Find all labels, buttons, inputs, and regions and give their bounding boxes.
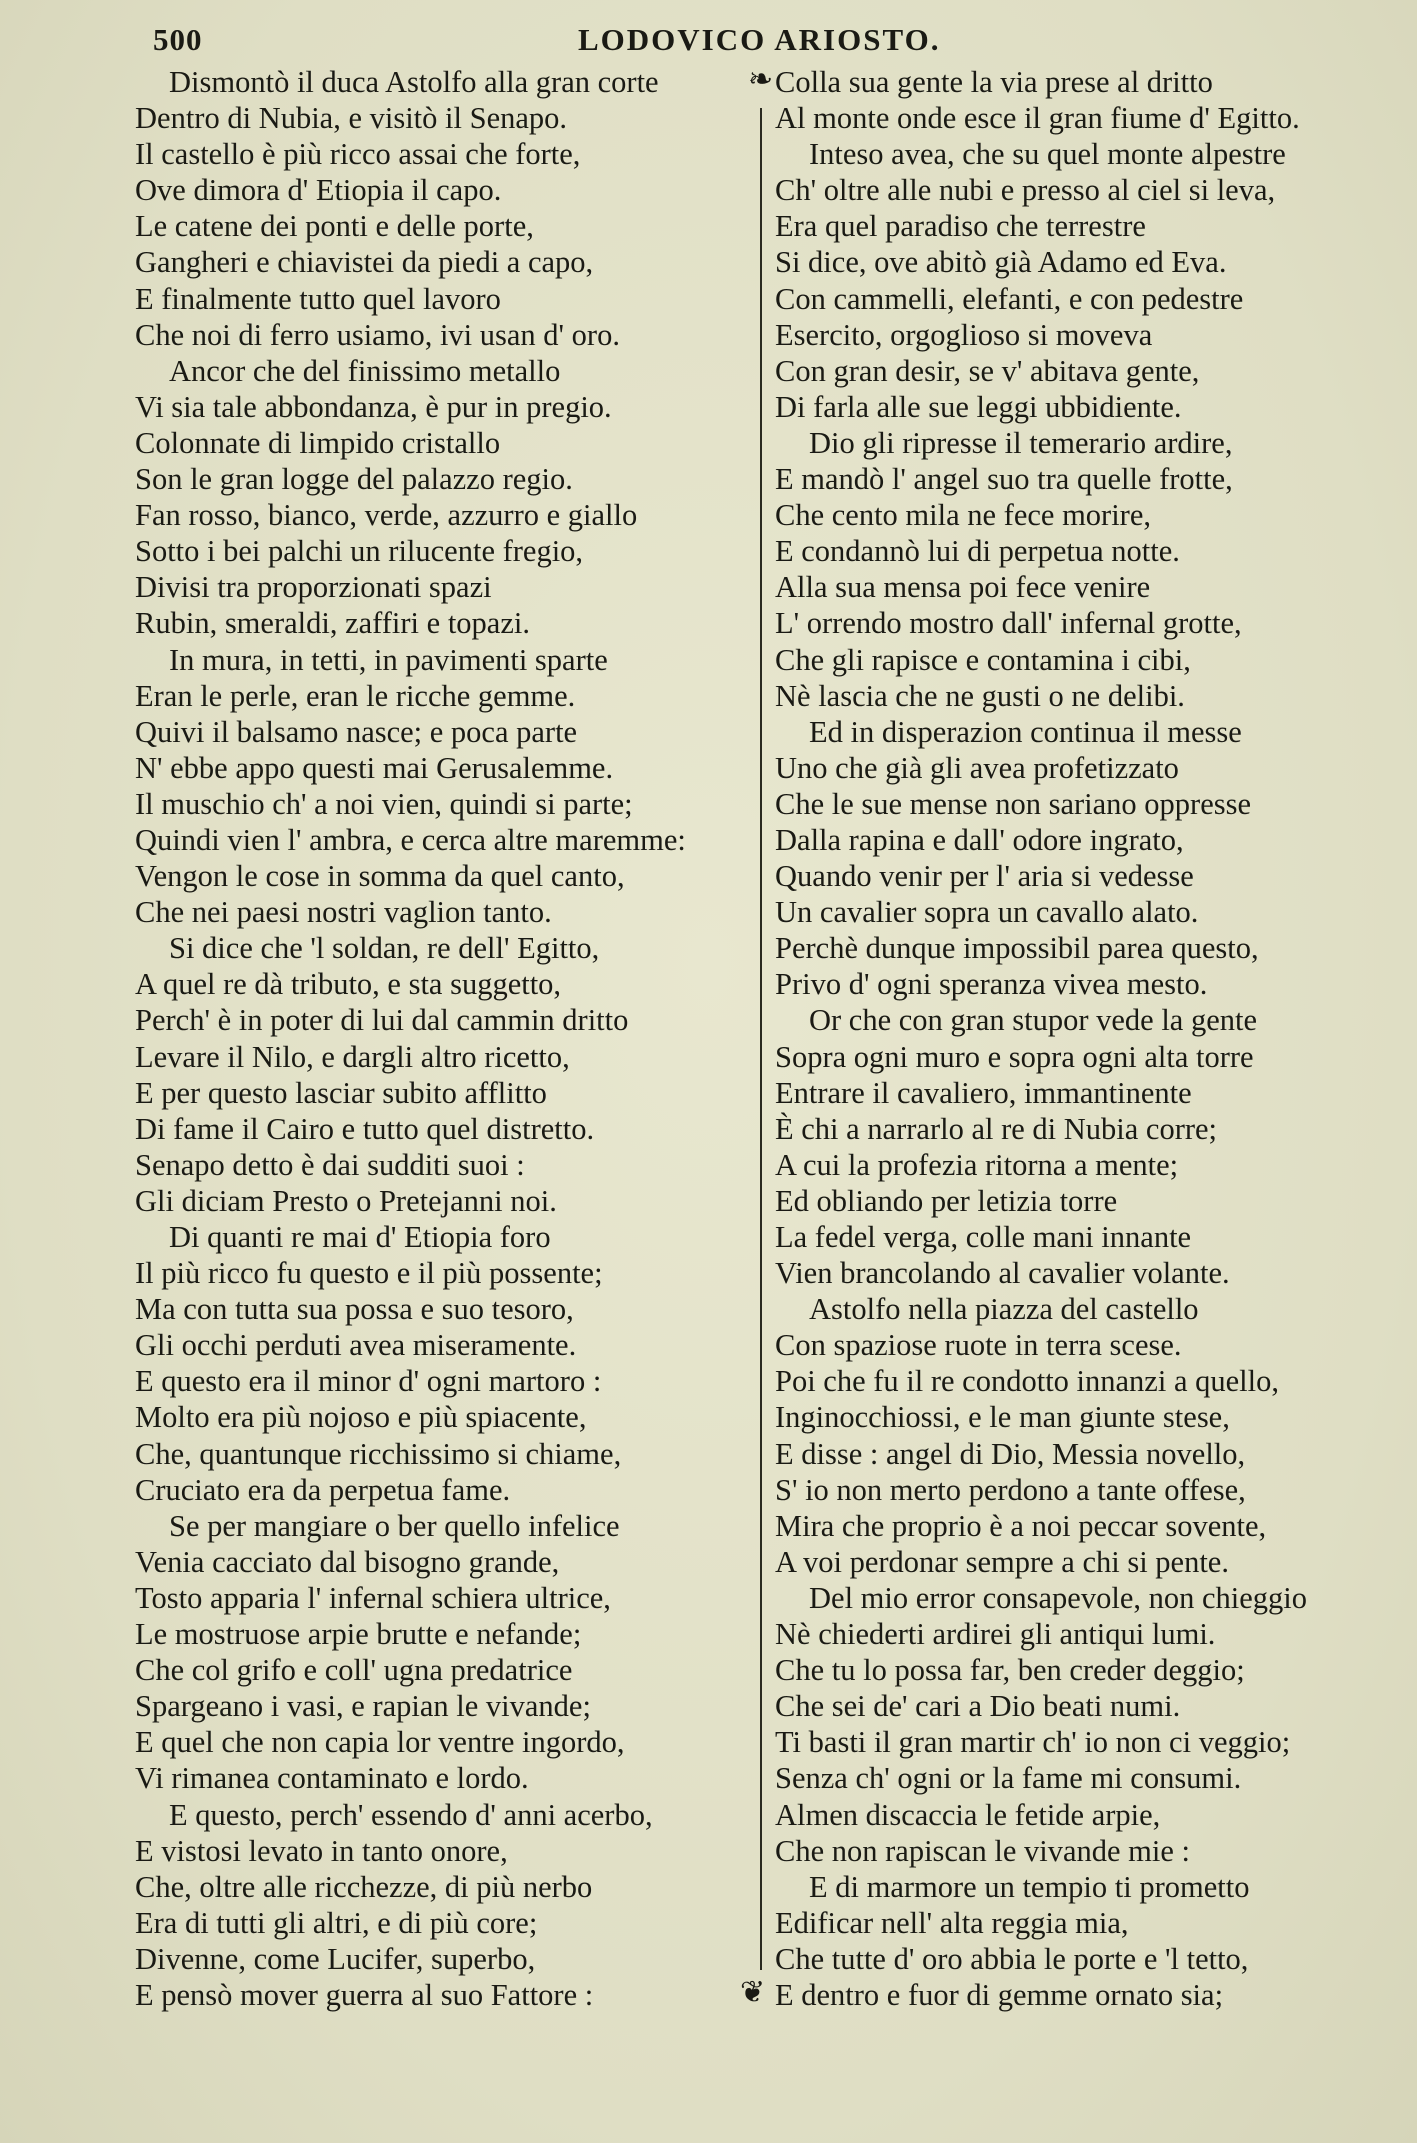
verse-line: Vi rimanea contaminato e lordo. [135,1761,529,1796]
verse-line: Ed in disperazion continua il messe [809,714,1242,749]
verse-line: Dismontò il duca Astolfo alla gran corte [169,65,659,99]
verse-line: Gangheri e chiavistei da piedi a capo, [135,245,594,280]
verse-line: Se per mangiare o ber quello infelice [169,1508,620,1543]
verse-line: Senapo detto è dai sudditi suoi : [135,1147,525,1182]
verse-line: Molto era più nojoso e più spiacente, [135,1400,587,1435]
verse-line: Si dice, ove abitò già Adamo ed Eva. [775,245,1227,280]
verse-line: Un cavalier sopra un cavallo alato. [775,895,1199,930]
verse-line: Ch' oltre alle nubi e presso al ciel si leva, [775,173,1276,208]
verse-line: E questo era il minor d' ogni martoro : [135,1364,602,1399]
verse-line: Privo d' ogni speranza vivea mesto. [775,967,1208,1002]
verse-line: Son le gran logge del palazzo regio. [135,462,573,497]
verse-line: E per questo lasciar subito afflitto [135,1075,547,1110]
verse-line: Tosto apparia l' infernal schiera ultrice, [135,1580,611,1615]
verse-line: Con gran desir, se v' abitava gente, [775,353,1200,388]
verse-line: Poi che fu il re condotto innanzi a quello, [775,1364,1279,1399]
verse-line: È chi a narrarlo al re di Nubia corre; [775,1111,1218,1146]
verse-line: Le mostruose arpie brutte e nefande; [135,1617,582,1652]
verse-line: Gli diciam Presto o Pretejanni noi. [135,1183,557,1218]
verse-line: Che non rapiscan le vivande mie : [775,1833,1191,1868]
page-number: 500 [153,22,203,57]
verse-line: N' ebbe appo questi mai Gerusalemme. [135,750,614,785]
verse-line: Vien brancolando al cavalier volante. [775,1256,1230,1291]
verse-line: E dentro e fuor di gemme ornato sia; [775,1977,1224,2012]
verse-line: Perchè dunque impossibil parea questo, [775,931,1259,966]
verse-line: E mandò l' angel suo tra quelle frotte, [775,462,1233,497]
right-verse-column [775,64,1415,2013]
verse-line: Che noi di ferro usiamo, ivi usan d' oro. [135,317,620,352]
verse-line: Il castello è più ricco assai che forte, [135,137,581,172]
verse-line: A voi perdonar sempre a chi si pente. [775,1544,1229,1579]
page-header [148,18,1288,64]
fleuron-ornament-top: ❧ [748,62,774,97]
verse-line: Esercito, orgoglioso si moveva [775,317,1153,352]
left-verse-column [135,64,755,2013]
verse-line: Levare il Nilo, e dargli altro ricetto, [135,1039,570,1074]
verse-line: Di quanti re mai d' Etiopia foro [169,1220,551,1254]
verse-line: Fan rosso, bianco, verde, azzurro e giallo [135,498,638,533]
verse-line: Gli occhi perduti avea miseramente. [135,1328,577,1363]
verse-line: Entrare il cavaliero, immantinente [775,1075,1192,1110]
verse-line: L' orrendo mostro dall' infernal grotte, [775,606,1242,641]
verse-line: Nè lascia che ne gusti o ne delibi. [775,678,1185,713]
verse-line: Si dice che 'l soldan, re dell' Egitto, [169,931,600,966]
verse-line: Che, oltre alle ricchezze, di più nerbo [135,1869,593,1904]
verse-line: E finalmente tutto quel lavoro [135,281,501,316]
verse-line: E quel che non capia lor ventre ingordo, [135,1725,625,1760]
verse-line: A cui la profezia ritorna a mente; [775,1147,1179,1182]
verse-line: E questo, perch' essendo d' anni acerbo, [169,1797,653,1832]
verse-line: Colonnate di limpido cristallo [135,425,501,460]
verse-line: In mura, in tetti, in pavimenti sparte [169,642,608,677]
verse-line: E pensò mover guerra al suo Fattore : [135,1977,594,2012]
verse-line: Che cento mila ne fece morire, [775,498,1151,533]
verse-line: Che gli rapisce e contamina i cibi, [775,642,1191,677]
verse-line: Ove dimora d' Etiopia il capo. [135,173,502,208]
verse-line: Astolfo nella piazza del castello [809,1292,1199,1327]
verse-line: Ancor che del finissimo metallo [169,353,561,388]
verse-line: Che le sue mense non sariano oppresse [775,786,1252,821]
verse-line: Ma con tutta sua possa e suo tesoro, [135,1292,574,1327]
verse-line: Ed obliando per letizia torre [775,1183,1118,1218]
column-divider-rule [760,108,762,1970]
verse-line: Inginocchiossi, e le man giunte stese, [775,1400,1230,1435]
verse-line: Uno che già gli avea profetizzato [775,750,1179,785]
verse-line: Colla sua gente la via prese al dritto [775,65,1213,99]
verse-line: Che tutte d' oro abbia le porte e 'l tetto, [775,1941,1249,1976]
verse-line: Sopra ogni muro e sopra ogni alta torre [775,1039,1254,1074]
verse-line: Dalla rapina e dall' odore ingrato, [775,822,1184,857]
verse-line: Rubin, smeraldi, zaffiri e topazi. [135,606,530,641]
verse-line: Almen discaccia le fetide arpie, [775,1797,1161,1832]
verse-line: E condannò lui di perpetua notte. [775,534,1180,569]
verse-line: Con cammelli, elefanti, e con pedestre [775,281,1244,316]
verse-line: Era di tutti gli altri, e di più core; [135,1905,538,1940]
verse-line: Che, quantunque ricchissimo si chiame, [135,1436,622,1471]
verse-line: Perch' è in poter di lui dal cammin dritto [135,1003,629,1038]
verse-line: Il muschio ch' a noi vien, quindi si parte; [135,786,633,821]
verse-line: Che sei de' cari a Dio beati numi. [775,1689,1181,1724]
verse-line: Le catene dei ponti e delle porte, [135,209,534,244]
verse-line: Quando venir per l' aria si vedesse [775,859,1194,894]
verse-line: Quivi il balsamo nasce; e poca parte [135,714,578,749]
verse-line: A quel re dà tributo, e sta suggetto, [135,967,562,1002]
verse-line: Che nei paesi nostri vaglion tanto. [135,895,552,930]
verse-line: Di fame il Cairo e tutto quel distretto. [135,1111,595,1146]
verse-line: Sotto i bei palchi un rilucente fregio, [135,534,584,569]
verse-line: Al monte onde esce il gran fiume d' Egitto. [775,101,1300,136]
verse-line: Quindi vien l' ambra, e cerca altre maremme: [135,822,686,857]
verse-line: Eran le perle, eran le ricche gemme. [135,678,576,713]
verse-line: Dentro di Nubia, e visitò il Senapo. [135,101,568,136]
verse-line: Senza ch' ogni or la fame mi consumi. [775,1761,1242,1796]
fleuron-ornament-bottom: ❦ [740,1975,766,2010]
verse-line: Or che con gran stupor vede la gente [809,1003,1257,1038]
verse-line: Che col grifo e coll' ugna predatrice [135,1653,573,1688]
verse-line: Alla sua mensa poi fece venire [775,570,1151,605]
verse-line: Edificar nell' alta reggia mia, [775,1905,1129,1940]
verse-line: Vengon le cose in somma da quel canto, [135,859,625,894]
verse-line: Spargeano i vasi, e rapian le vivande; [135,1689,591,1724]
verse-line: E disse : angel di Dio, Messia novello, [775,1436,1246,1471]
verse-line: Divisi tra proporzionati spazi [135,570,492,605]
verse-line: E vistosi levato in tanto onore, [135,1833,508,1868]
verse-line: Con spaziose ruote in terra scese. [775,1328,1182,1363]
verse-line: Del mio error consapevole, non chieggio [809,1580,1308,1615]
verse-line: Divenne, come Lucifer, superbo, [135,1941,536,1976]
verse-line: Era quel paradiso che terrestre [775,209,1146,244]
verse-line: Ti basti il gran martir ch' io non ci veggio; [775,1725,1291,1760]
verse-line: Nè chiederti ardirei gli antiqui lumi. [775,1617,1216,1652]
verse-line: Che tu lo possa far, ben creder deggio; [775,1653,1245,1688]
verse-line: Cruciato era da perpetua fame. [135,1472,511,1507]
verse-line: E di marmore un tempio ti prometto [809,1869,1250,1904]
verse-line: S' io non merto perdono a tante offese, [775,1472,1246,1507]
verse-line: Dio gli ripresse il temerario ardire, [809,425,1233,460]
verse-line: Vi sia tale abbondanza, è pur in pregio. [135,389,612,424]
verse-line: Inteso avea, che su quel monte alpestre [809,137,1286,172]
verse-line: Venia cacciato dal bisogno grande, [135,1544,560,1579]
verse-line: La fedel verga, colle mani innante [775,1220,1192,1254]
verse-line: Il più ricco fu questo e il più possente; [135,1256,603,1291]
running-title: LODOVICO ARIOSTO. [578,22,941,57]
verse-line: Di farla alle sue leggi ubbidiente. [775,389,1182,424]
verse-line: Mira che proprio è a noi peccar sovente, [775,1508,1267,1543]
